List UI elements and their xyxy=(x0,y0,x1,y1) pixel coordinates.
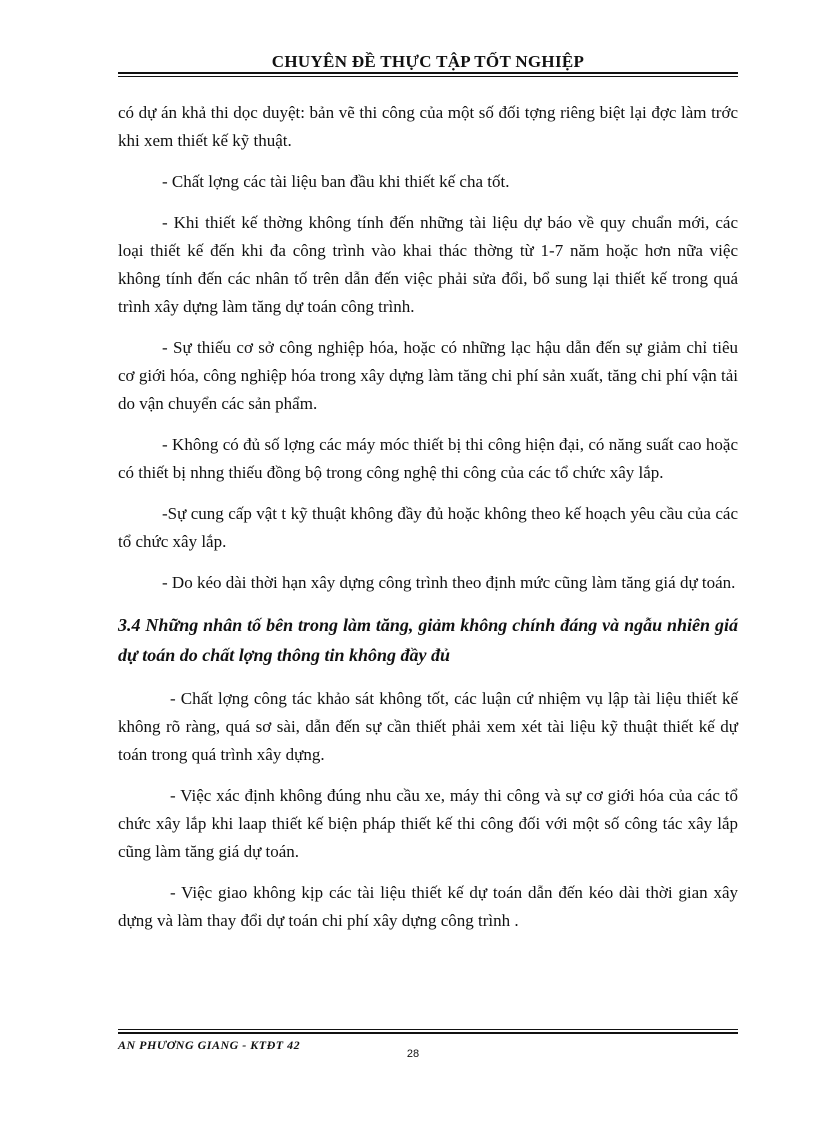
document-body xyxy=(118,99,738,948)
paragraph-7: - Do kéo dài thời hạn xây dựng công trình theo định mức cũng làm tăng giá dự toán. xyxy=(162,573,736,592)
section-heading-3-4: 3.4 Những nhân tố bên trong làm tăng, giảm không chính đáng và ngẫu nhiên giá dự toán do chất lợng thông tin không đầy đủ xyxy=(118,615,738,665)
footer-author: AN PHƯƠNG GIANG - KTĐT 42 xyxy=(118,1038,301,1052)
paragraph-1: có dự án khả thi dọc duyệt: bản vẽ thi công của một số đối tợng riêng biệt lại đợc làm trớc khi xem thiết kế kỹ thuật. xyxy=(118,103,738,150)
paragraph-8: - Chất lợng công tác khảo sát không tốt, các luận cứ nhiệm vụ lập tài liệu thiết kế không rõ ràng, quá sơ sài, dẫn đến sự cần thiết phải xem xét tài liệu kỹ thuật thiết kế dự toán trong quá trình xây dựng. xyxy=(118,689,738,764)
paragraph-3: - Khi thiết kế thờng không tính đến những tài liệu dự báo về quy chuẩn mới, các loại thiết kế đến khi đa công trình vào khai thác thờng từ 1-7 năm hoặc hơn nữa việc không tính đến các nhân tố trên dẫn đến việc phải sửa đổi, bổ sung lại thiết kế trong quá trình xây dựng làm tăng dự toán công trình. xyxy=(118,213,738,316)
paragraph-6: -Sự cung cấp vật t kỹ thuật không đầy đủ hoặc không theo kế hoạch yêu cầu của các tổ chức xây lắp. xyxy=(118,504,738,551)
header-double-rule xyxy=(118,72,738,77)
paragraph-5: - Không có đủ số lợng các máy móc thiết bị thi công hiện đại, có năng suất cao hoặc có thiết bị nhng thiếu đồng bộ trong công nghệ thi công của các tổ chức xây lắp. xyxy=(118,435,738,482)
paragraph-10: - Việc giao không kịp các tài liệu thiết kế dự toán dẫn đến kéo dài thời gian xây dựng và làm thay đổi dự toán chi phí xây dựng công trình . xyxy=(118,883,738,930)
page-header-title: CHUYÊN ĐỀ THỰC TẬP TỐT NGHIỆP xyxy=(271,52,585,71)
paragraph-2: - Chất lợng các tài liệu ban đầu khi thiết kế cha tốt. xyxy=(162,172,510,191)
page-number: 28 xyxy=(406,1048,420,1060)
paragraph-9: - Việc xác định không đúng nhu cầu xe, máy thi công và sự cơ giới hóa của các tổ chức xây lắp khi laap thiết kế biện pháp thiết kế thi công đối với một số công tác xây lắp cũng làm tăng giá dự toán. xyxy=(118,786,738,861)
footer-double-rule xyxy=(118,1029,738,1034)
paragraph-4: - Sự thiếu cơ sở công nghiệp hóa, hoặc có những lạc hậu dẫn đến sự giảm chỉ tiêu cơ giới hóa, công nghiệp hóa trong xây dựng làm tăng chi phí sản xuất, tăng chi phí vận tải do vận chuyển các sản phẩm. xyxy=(118,338,738,413)
